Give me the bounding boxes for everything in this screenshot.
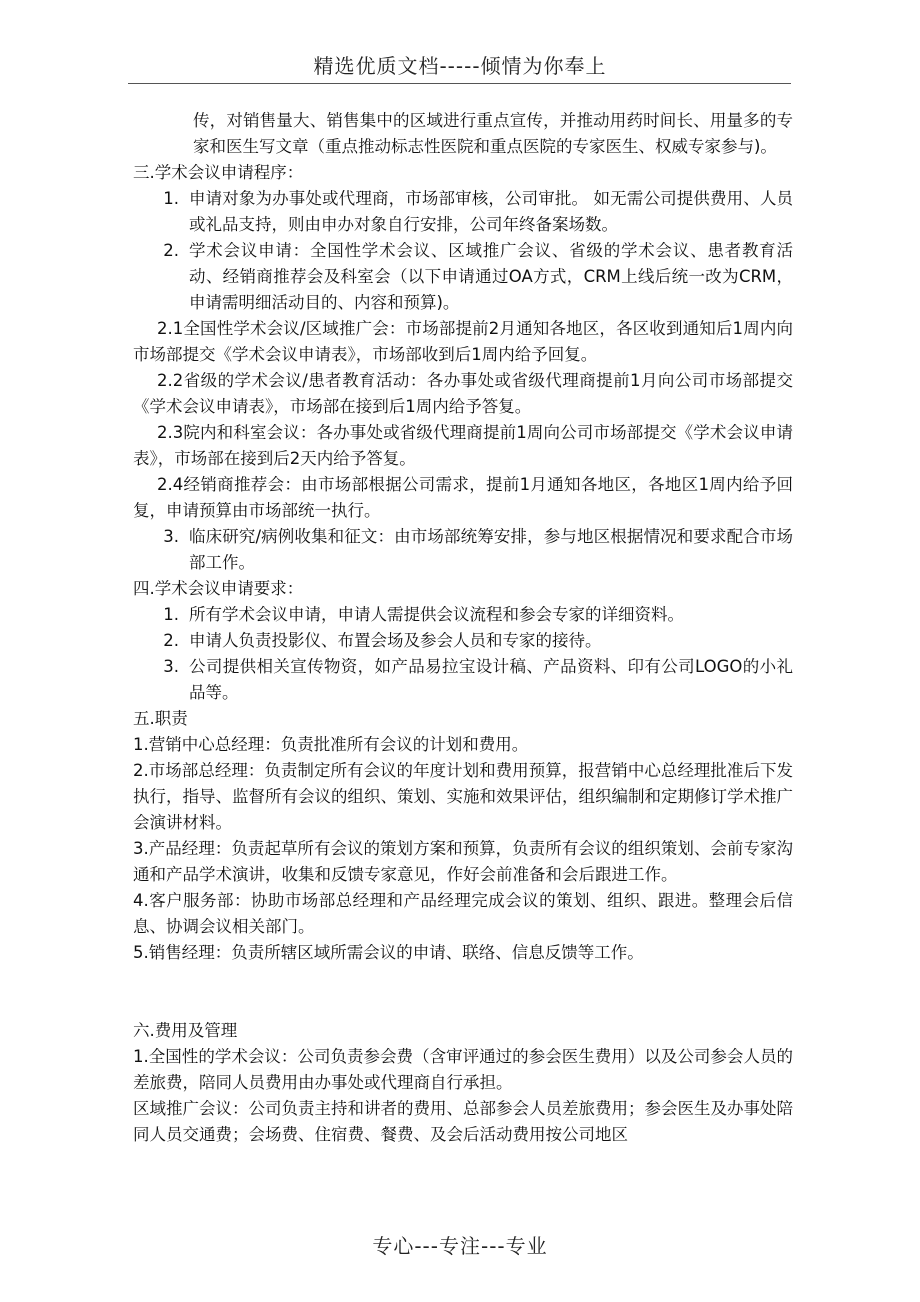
responsibility-paragraph: 4.客户服务部：协助市场部总经理和产品经理完成会议的策划、组织、跟进。整理会后信息、协调会议相关部门。 [133,891,793,936]
list-item [133,602,793,628]
item-number: 3. [163,657,179,676]
item-text: 公司提供相关宣传物资，如产品易拉宝设计稿、产品资料、印有公司LOGO的小礼品等。 [189,657,793,702]
responsibility-paragraph: 5.销售经理：负责所辖区域所需会议的申请、联络、信息反馈等工作。 [133,943,644,962]
item-number: 2. [163,631,179,650]
sub-item-text: 全国性学术会议/区域推广会：市场部提前2月通知各地区，各区收到通知后1周内向市场部提交《学术会议申请表》，市场部收到后1周内给予回复。 [133,319,793,364]
sub-item-number: 2.3 [157,423,184,442]
sub-item-text: 院内和科室会议：各办事处或省级代理商提前1周向公司市场部提交《学术会议申请表》，市场部在接到后2天内给予答复。 [133,423,793,468]
intro-paragraph: 传，对销售量大、销售集中的区域进行重点宣传，并推动用药时间长、用量多的专家和医生写文章（重点推动标志性医院和重点医院的专家医生、权威专家参与)。 [193,111,793,156]
item-text: 临床研究/病例收集和征文：由市场部统筹安排，参与地区根据情况和要求配合市场部工作。 [189,527,793,572]
sub-item-number: 2.2 [157,371,184,390]
item-number: 3. [163,527,179,546]
section-3-heading: 三.学术会议申请程序： [133,163,304,182]
blank-space [133,966,793,1018]
item-number: 1. [163,605,179,624]
item-text: 学术会议申请：全国性学术会议、区域推广会议、省级的学术会议、患者教育活动、经销商推荐会及科室会（以下申请通过OA方式，CRM上线后统一改为CRM，申请需明细活动目的、内容和预算)。 [189,241,793,312]
sub-item-text: 省级的学术会议/患者教育活动：各办事处或省级代理商提前1月向公司市场部提交《学术会议申请表》，市场部在接到后1周内给予答复。 [133,371,793,416]
page-footer: 专心---专注---专业 [372,1234,548,1258]
item-text: 申请人负责投影仪、布置会场及参会人员和专家的接待。 [189,631,602,650]
responsibility-paragraph: 3.产品经理：负责起草所有会议的策划方案和预算，负责所有会议的组织策划、会前专家沟通和产品学术演讲，收集和反馈专家意见，作好会前准备和会后跟进工作。 [133,839,793,884]
responsibility-paragraph: 1.营销中心总经理：负责批准所有会议的计划和费用。 [133,735,529,754]
sub-item-number: 2.1 [157,319,184,338]
section-5-heading: 五.职责 [133,709,188,728]
sub-list-item [133,472,793,524]
sub-list-item [133,316,793,368]
list-item [133,238,793,316]
responsibility-paragraph: 2.市场部总经理：负责制定所有会议的年度计划和费用预算，报营销中心总经理批准后下发执行，指导、监督所有会议的组织、策划、实施和效果评估，组织编制和定期修订学术推广会演讲材料。 [133,761,793,832]
item-number: 2. [163,241,179,260]
sub-item-text: 经销商推荐会：由市场部根据公司需求，提前1月通知各地区，各地区1周内给予回复，申请预算由市场部统一执行。 [133,475,793,520]
document-body [133,108,793,1148]
cost-paragraph: 1.全国性的学术会议：公司负责参会费（含审评通过的参会医生费用）以及公司参会人员的差旅费，陪同人员费用由办事处或代理商自行承担。 [133,1047,793,1092]
list-item [133,628,793,654]
header-divider [128,83,791,84]
sub-list-item [133,420,793,472]
list-item [133,654,793,706]
list-item [133,186,793,238]
item-text: 所有学术会议申请，申请人需提供会议流程和参会专家的详细资料。 [189,605,684,624]
sub-list-item [133,368,793,420]
item-text: 申请对象为办事处或代理商，市场部审核，公司审批。 如无需公司提供费用、人员或礼品支持，则由申办对象自行安排，公司年终备案场数。 [189,189,793,234]
cost-paragraph: 区域推广会议：公司负责主持和讲者的费用、总部参会人员差旅费用；参会医生及办事处陪同人员交通费；会场费、住宿费、餐费、及会后活动费用按公司地区 [133,1099,793,1144]
page-header: 精选优质文档-----倾情为你奉上 [313,54,607,78]
section-4-heading: 四.学术会议申请要求： [133,579,304,598]
sub-item-number: 2.4 [157,475,184,494]
item-number: 1. [163,189,179,208]
list-item [133,524,793,576]
section-6-heading: 六.费用及管理 [133,1021,238,1040]
